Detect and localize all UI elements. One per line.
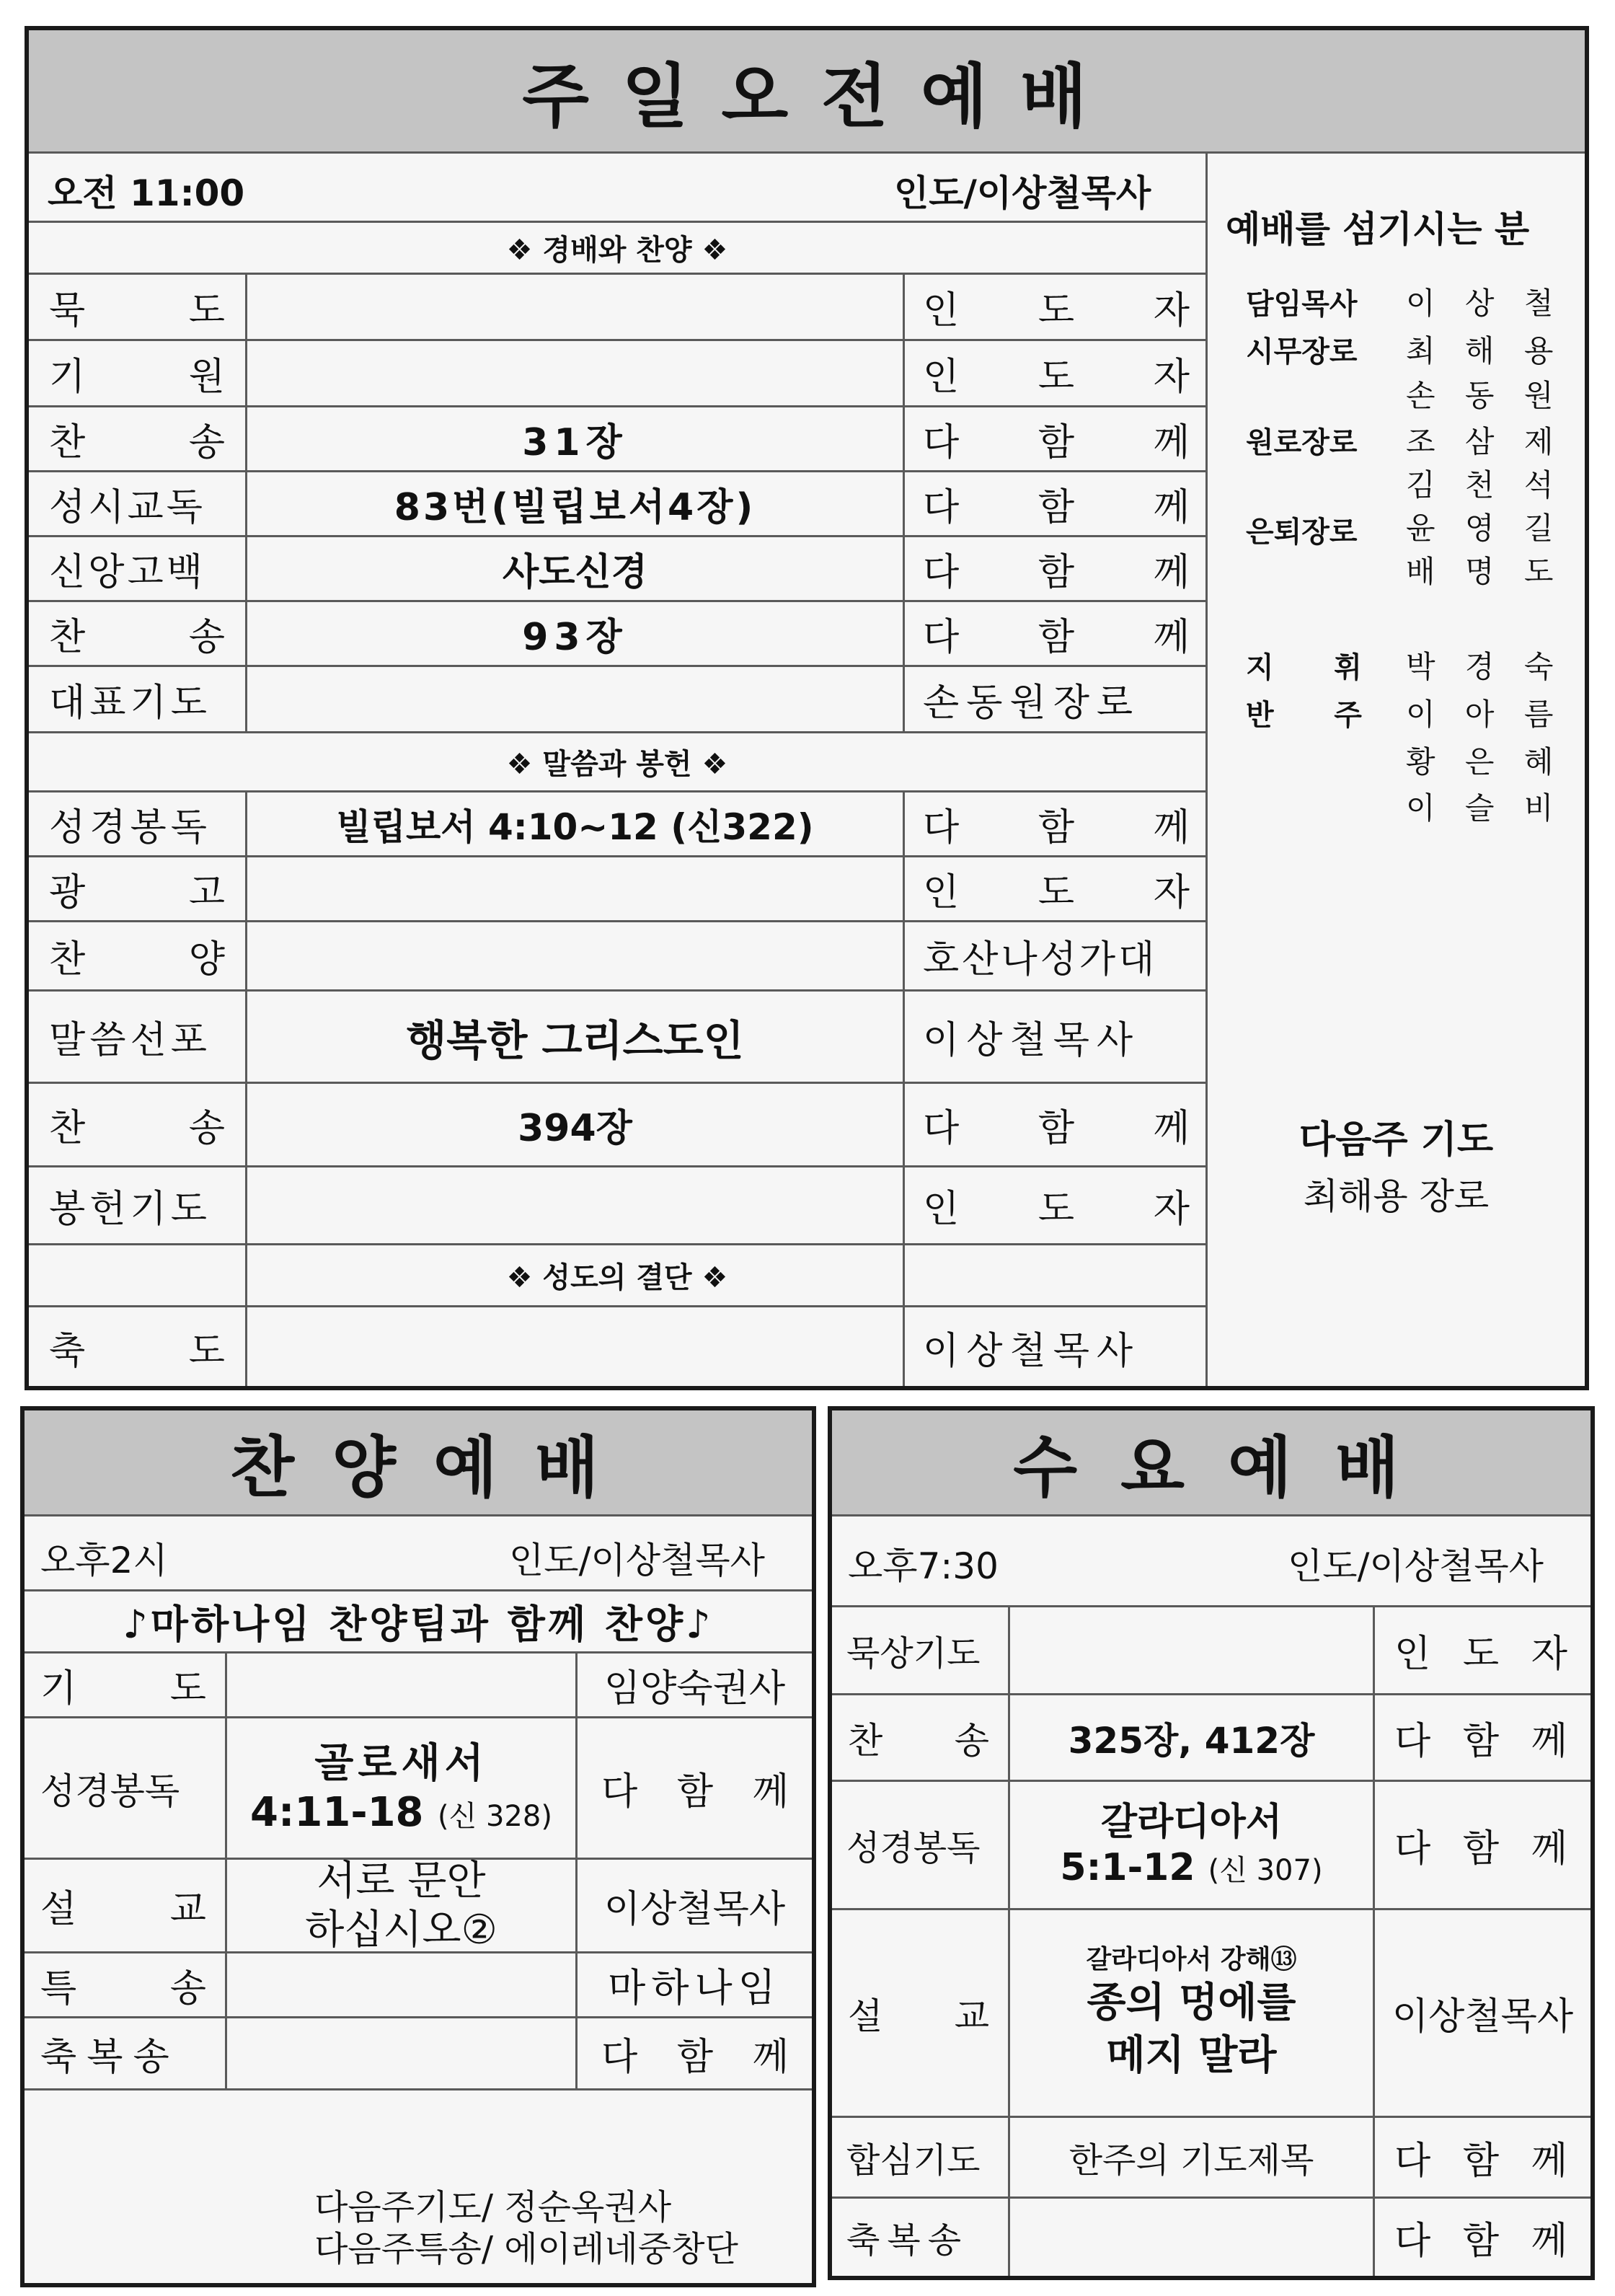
order-by-leader: 인 도 자 xyxy=(923,1188,1190,1231)
order-content-sermon-title: 행복한 그리스도인 xyxy=(406,1015,744,1065)
section-worship-praise: ❖ 경배와 찬양 ❖ xyxy=(506,234,728,267)
wed-by-leader: 인 도 자 xyxy=(1394,1633,1567,1676)
praise-label-scripture: 성경봉독 xyxy=(40,1770,180,1812)
order-by-all: 다 함 께 xyxy=(923,1107,1190,1150)
order-label-sermon: 말씀선포 xyxy=(49,1019,211,1062)
praise-by-pastor: 이상철목사 xyxy=(603,1888,786,1931)
server-role: 원로장로 xyxy=(1246,426,1358,459)
order-content-creed: 사도신경 xyxy=(503,551,647,594)
praise-label-prayer: 기 도 xyxy=(40,1667,206,1710)
praise-label-special-song: 특 송 xyxy=(40,1967,206,2010)
server-name: 김 천 석 xyxy=(1406,467,1564,503)
server-name: 조 삼 제 xyxy=(1406,424,1564,459)
order-by-pastor: 이상철목사 xyxy=(923,1019,1141,1062)
server-name: 이 아 름 xyxy=(1406,697,1564,732)
order-by-hosanna-choir: 호산나성가대 xyxy=(923,938,1158,981)
order-content-hymn: 93장 xyxy=(522,616,628,659)
server-role: 시무장로 xyxy=(1246,335,1358,368)
praise-banner: ♪마하나임 찬양팀과 함께 찬양♪ xyxy=(123,1602,714,1647)
praise-service-panel xyxy=(20,1406,816,2287)
order-label-offering-prayer: 봉헌기도 xyxy=(49,1188,211,1231)
order-content-scripture: 빌립보서 4:10~12 (신322) xyxy=(336,805,814,848)
order-label-creed: 신앙고백 xyxy=(49,551,205,594)
praise-service-title: 찬 양 예 배 xyxy=(25,1410,812,1514)
order-by-leader: 인 도 자 xyxy=(923,289,1190,332)
section-decision: ❖ 성도의 결단 ❖ xyxy=(506,1261,728,1294)
server-name: 손 동 원 xyxy=(1406,378,1564,413)
wed-label-sermon: 설 교 xyxy=(848,1995,989,2037)
praise-content-scripture: 골로새서 4:11-18 (신 328) xyxy=(250,1740,552,1836)
praise-label-sermon: 설 교 xyxy=(40,1888,206,1931)
server-name: 이 상 철 xyxy=(1406,286,1564,321)
order-by-all: 다 함 께 xyxy=(923,616,1190,659)
order-label-choir-praise: 찬 양 xyxy=(49,938,225,981)
order-label-invocation: 기 원 xyxy=(49,356,225,399)
order-label-hymn: 찬 송 xyxy=(49,616,225,659)
wednesday-service-title: 수 요 예 배 xyxy=(832,1410,1590,1514)
praise-by-mahanaim: 마하나임 xyxy=(608,1965,782,2010)
praise-time: 오후2시 xyxy=(40,1540,168,1581)
order-by-all: 다 함 께 xyxy=(923,486,1190,529)
next-week-prayer-title: 다음주 기도 xyxy=(1298,1118,1494,1162)
wednesday-service-panel xyxy=(828,1406,1595,2280)
order-label-representative-prayer: 대표기도 xyxy=(49,681,211,725)
praise-leader: 인도/이상철목사 xyxy=(509,1540,765,1581)
server-name: 박 경 숙 xyxy=(1406,649,1564,684)
wednesday-leader: 인도/이상철목사 xyxy=(1288,1545,1544,1587)
order-label-scripture-reading: 성경봉독 xyxy=(49,806,211,849)
morning-time: 오전 11:00 xyxy=(48,172,245,214)
server-role: 지 휘 xyxy=(1246,651,1362,684)
order-label-silent-prayer: 묵 도 xyxy=(49,289,225,332)
order-content-hymn: 31장 xyxy=(522,421,628,464)
wed-by-all: 다 함 께 xyxy=(1394,2140,1567,2183)
praise-by-all: 다 함 께 xyxy=(601,1770,789,1814)
order-label-hymn: 찬 송 xyxy=(49,1107,225,1150)
wed-label-blessing-song: 축복송 xyxy=(846,2220,969,2261)
wed-by-pastor: 이상철목사 xyxy=(1391,1995,1574,2039)
morning-service-panel xyxy=(25,26,1589,1390)
wed-by-all: 다 함 께 xyxy=(1394,2220,1567,2263)
wed-by-all: 다 함 께 xyxy=(1394,1720,1567,1763)
wed-label-silent-prayer: 묵상기도 xyxy=(846,1633,981,1674)
wed-content-sermon: 갈라디아서 강해⑬ 종의 멍에를 메지 말라 xyxy=(1086,1945,1297,2079)
praise-by-deaconess-im: 임양숙권사 xyxy=(603,1667,786,1710)
praise-content-sermon: 서로 문안 하십시오② xyxy=(305,1858,497,1953)
server-name: 배 명 도 xyxy=(1406,554,1564,589)
wed-label-hymn: 찬 송 xyxy=(848,1719,989,1762)
order-by-elder-son: 손동원장로 xyxy=(923,681,1141,725)
praise-next-special-song: 다음주특송/ 에이레네중창단 xyxy=(314,2229,738,2269)
next-week-prayer-name: 최해용 장로 xyxy=(1303,1175,1490,1217)
server-name: 황 은 혜 xyxy=(1406,744,1564,780)
order-by-all: 다 함 께 xyxy=(923,551,1190,594)
order-label-announcements: 광 고 xyxy=(49,871,225,914)
servers-title: 예배를 섬기시는 분 xyxy=(1226,208,1530,250)
praise-label-blessing-song: 축복송 xyxy=(40,2036,180,2079)
wednesday-time: 오후7:30 xyxy=(848,1545,999,1587)
wed-label-united-prayer: 합심기도 xyxy=(846,2140,981,2181)
order-content-responsive-reading: 83번(빌립보서4장) xyxy=(394,486,756,529)
server-name: 최 해 용 xyxy=(1406,333,1564,368)
server-role: 반 주 xyxy=(1246,699,1362,732)
wed-content-scripture: 갈라디아서 5:1-12 (신 307) xyxy=(1060,1801,1323,1889)
wed-by-all: 다 함 께 xyxy=(1394,1827,1567,1871)
server-role: 은퇴장로 xyxy=(1246,516,1358,549)
wed-label-scripture: 성경봉독 xyxy=(846,1828,981,1868)
morning-leader: 인도/이상철목사 xyxy=(894,172,1151,214)
wed-content-hymn: 325장, 412장 xyxy=(1068,1719,1315,1762)
order-by-all: 다 함 께 xyxy=(923,421,1190,464)
server-name: 이 슬 비 xyxy=(1406,790,1564,826)
order-label-hymn: 찬 송 xyxy=(49,421,225,464)
server-role: 담임목사 xyxy=(1246,288,1358,321)
order-by-leader: 인 도 자 xyxy=(923,871,1190,914)
praise-next-prayer: 다음주기도/ 정순옥권사 xyxy=(314,2187,672,2227)
order-by-all: 다 함 께 xyxy=(923,806,1190,849)
section-word-offering: ❖ 말씀과 봉헌 ❖ xyxy=(506,748,728,781)
morning-service-title: 주 일 오 전 예 배 xyxy=(29,30,1585,151)
order-content-hymn: 394장 xyxy=(518,1107,632,1150)
order-by-pastor: 이상철목사 xyxy=(923,1329,1141,1373)
praise-by-all: 다 함 께 xyxy=(601,2036,789,2079)
server-name: 윤 영 길 xyxy=(1406,511,1564,546)
wed-content-prayer-topics: 한주의 기도제목 xyxy=(1068,2140,1314,2181)
order-label-benediction: 축 도 xyxy=(49,1329,225,1373)
order-by-leader: 인 도 자 xyxy=(923,356,1190,399)
order-label-responsive-reading: 성시교독 xyxy=(49,486,205,529)
